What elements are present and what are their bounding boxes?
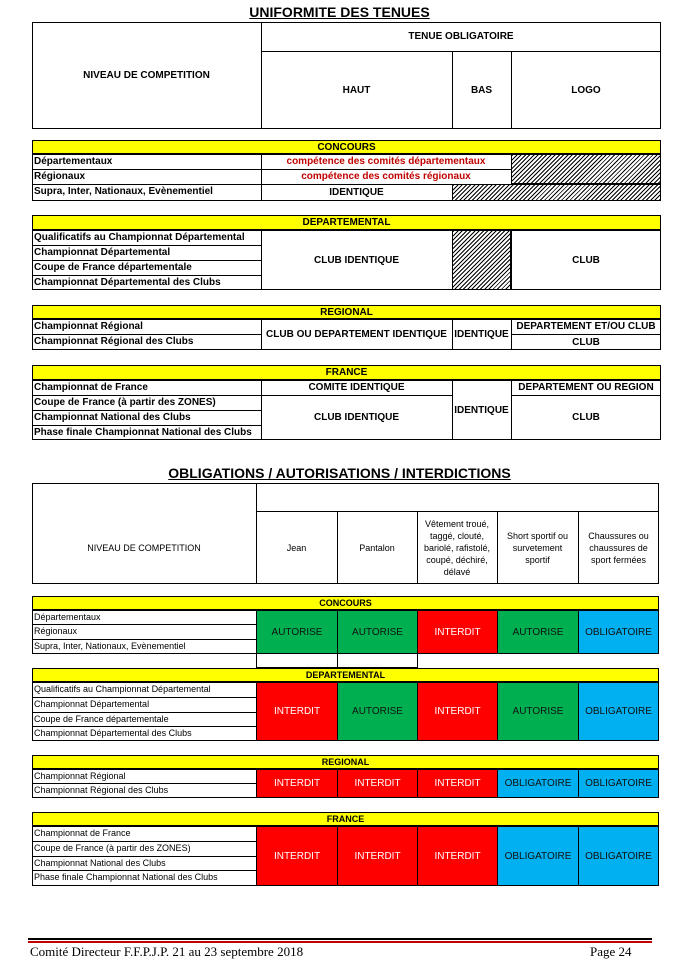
status-cell: INTERDIT: [417, 610, 498, 654]
row-label: Championnat Départemental des Clubs: [34, 728, 192, 738]
row-label: Supra, Inter, Nationaux, Evènementiel: [34, 641, 186, 651]
status-cell: INTERDIT: [417, 682, 498, 741]
row-label: Championnat National des Clubs: [34, 412, 191, 423]
status-cell: AUTORISE: [497, 682, 579, 741]
value-cell: CLUB: [572, 254, 600, 266]
status-cell: AUTORISE: [337, 682, 418, 741]
status-cell: INTERDIT: [256, 826, 338, 886]
tenue-header: TENUE OBLIGATOIRE: [408, 31, 514, 42]
value-cell: IDENTIQUE: [454, 329, 509, 340]
section-departemental: DEPARTEMENTAL: [32, 215, 661, 230]
row-label: Phase finale Championnat National des Clubs: [34, 872, 218, 882]
row-label: Coupe de France (à partir des ZONES): [34, 397, 216, 408]
value-cell: IDENTIQUE: [454, 404, 509, 416]
value-cell: compétence des comités départementaux: [286, 156, 486, 167]
section-concours: CONCOURS: [32, 140, 661, 154]
haut-header: HAUT: [342, 84, 371, 96]
status-cell: INTERDIT: [256, 682, 338, 741]
bas-header: BAS: [470, 84, 493, 96]
value-cell: CLUB: [572, 336, 600, 348]
col-pantalon: Pantalon: [359, 542, 395, 553]
col-chaussures: Chaussures ou chaussures de sport fermées: [588, 530, 649, 565]
status-cell: INTERDIT: [256, 769, 338, 798]
row-label: Régionaux: [34, 171, 86, 182]
value-cell: CLUB IDENTIQUE: [314, 412, 399, 423]
uniformite-title: UNIFORMITE DES TENUES: [249, 4, 430, 20]
value-cell: compétence des comités régionaux: [301, 171, 471, 182]
row-label: Championnat Régional des Clubs: [34, 336, 194, 347]
hatched-cell: [452, 230, 511, 290]
row-label: Qualificatifs au Championnat Départemental: [34, 232, 245, 243]
row-label: Départementaux: [34, 156, 113, 167]
hatched-cell: [452, 184, 661, 201]
footer-rule: [28, 938, 652, 940]
logo-header: LOGO: [571, 84, 601, 96]
col-vetement: Vêtement troué, taggé, clouté, bariolé, rafistolé, coupé, déchiré, délavé: [423, 518, 491, 577]
status-cell: INTERDIT: [417, 826, 498, 886]
hatched-cell: [511, 154, 661, 184]
status-cell: OBLIGATOIRE: [578, 610, 659, 654]
row-label: Coupe de France départementale: [34, 714, 169, 724]
status-cell: AUTORISE: [497, 610, 579, 654]
status-cell: OBLIGATOIRE: [578, 682, 659, 741]
row-label: Championnat de France: [34, 382, 148, 393]
obligations-title: OBLIGATIONS / AUTORISATIONS / INTERDICTIONS: [168, 465, 511, 481]
status-cell: AUTORISE: [256, 610, 338, 654]
row-label: Coupe de France départementale: [34, 262, 192, 273]
footer-left: Comité Directeur F.F.P.J.P. 21 au 23 septembre 2018: [30, 944, 304, 959]
row-label: Championnat Régional: [34, 321, 143, 332]
row-label: Championnat Départemental: [34, 699, 150, 709]
value-cell: COMITE IDENTIQUE: [308, 382, 405, 393]
row-label: Régionaux: [34, 626, 78, 636]
row-label: Championnat Régional des Clubs: [34, 785, 169, 795]
value-cell: IDENTIQUE: [329, 187, 384, 198]
section-regional: REGIONAL: [32, 305, 661, 319]
row-label: Championnat Départemental: [34, 247, 171, 258]
status-cell: OBLIGATOIRE: [497, 826, 579, 886]
status-cell: AUTORISE: [337, 610, 418, 654]
section-france: FRANCE: [32, 365, 661, 380]
niveau-header: NIVEAU DE COMPETITION: [83, 70, 210, 81]
section-departemental-2: DEPARTEMENTAL: [32, 668, 659, 682]
section-regional-2: REGIONAL: [32, 755, 659, 769]
status-cell: INTERDIT: [337, 769, 418, 798]
section-france-2: FRANCE: [32, 812, 659, 826]
row-label: Départementaux: [34, 612, 101, 622]
row-label: Phase finale Championnat National des Clubs: [34, 427, 252, 438]
page-number: Page 24: [590, 944, 632, 959]
footer-rule-red: [28, 941, 652, 943]
row-label: Coupe de France (à partir des ZONES): [34, 843, 191, 853]
status-cell: INTERDIT: [417, 769, 498, 798]
row-label: Championnat National des Clubs: [34, 858, 166, 868]
row-label: Championnat de France: [34, 828, 131, 838]
value-cell: DEPARTEMENT OU REGION: [518, 382, 654, 393]
value-cell: CLUB: [572, 412, 600, 423]
value-cell: CLUB OU DEPARTEMENT IDENTIQUE: [266, 329, 447, 340]
col-short: Short sportif ou survetement sportif: [506, 530, 569, 565]
row-label: Qualificatifs au Championnat Départemental: [34, 684, 211, 694]
niveau-header-2: NIVEAU DE COMPETITION: [87, 542, 201, 553]
row-label: Championnat Départemental des Clubs: [34, 277, 221, 288]
row-label: Championnat Régional: [34, 771, 126, 781]
status-cell: INTERDIT: [337, 826, 418, 886]
value-cell: DEPARTEMENT ET/OU CLUB: [516, 321, 656, 332]
status-cell: OBLIGATOIRE: [578, 826, 659, 886]
value-cell: CLUB IDENTIQUE: [314, 254, 399, 266]
status-cell: OBLIGATOIRE: [497, 769, 579, 798]
status-cell: OBLIGATOIRE: [578, 769, 659, 798]
row-label: Supra, Inter, Nationaux, Evènementiel: [34, 186, 213, 197]
col-jean: Jean: [286, 542, 307, 553]
section-concours-2: CONCOURS: [32, 596, 659, 610]
